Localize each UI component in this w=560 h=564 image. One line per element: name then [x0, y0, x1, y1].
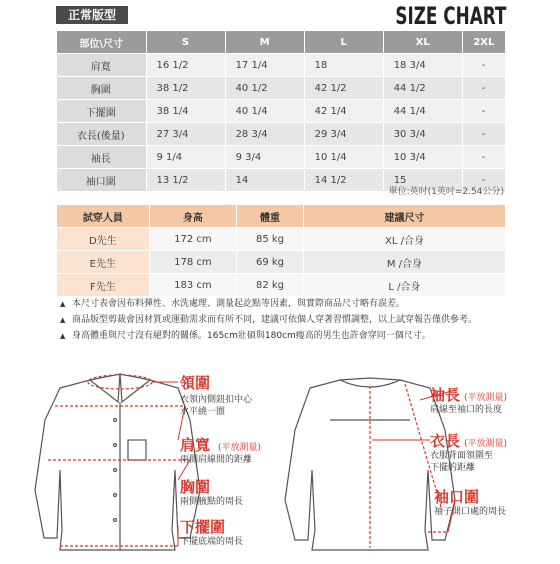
fit-col-header: 身高: [149, 205, 236, 228]
length-note: (平放測量): [464, 439, 508, 449]
fit-type-tag: 正常版型: [56, 6, 128, 24]
table-cell: 13 1/2: [146, 169, 225, 192]
note-item: [60, 314, 520, 327]
note-item: [60, 298, 520, 311]
table-cell: -: [462, 100, 505, 123]
sleeve-note: (平放測量): [464, 393, 508, 403]
size-table: [56, 30, 506, 192]
table-cell: 38 1/2: [146, 77, 225, 100]
shoulder-note: (平放測量): [218, 443, 262, 453]
note-text: 本尺寸表會因布料彈性、水洗處理、測量起訖點等因素，與實際商品尺寸略有誤差。: [72, 299, 406, 309]
table-cell: E先生: [57, 251, 150, 274]
size-col-header: 部位\尺寸: [57, 31, 147, 54]
table-row: [57, 54, 506, 77]
table-cell: F先生: [57, 274, 150, 297]
table-row: [57, 77, 506, 100]
table-cell: 40 1/2: [225, 77, 304, 100]
row-label: 下擺圍: [57, 100, 147, 123]
table-cell: 18 3/4: [383, 54, 462, 77]
size-col-header: S: [146, 31, 225, 54]
table-cell: 28 3/4: [225, 123, 304, 146]
table-cell: M /合身: [303, 251, 505, 274]
table-cell: 18: [304, 54, 383, 77]
table-cell: 17 1/4: [225, 54, 304, 77]
length-label: 衣長: [430, 432, 461, 450]
table-cell: 183 cm: [149, 274, 236, 297]
note-text: 身高體重與尺寸沒有絕對的關係。165cm壯碩與180cm瘦高的男生也許會穿同一個尺寸。: [72, 331, 431, 341]
chest-desc: 兩側腋點的周長: [180, 497, 244, 507]
table-cell: 40 1/4: [225, 100, 304, 123]
collar-desc: 衣領內側鈕扣中心 水平繞一圈: [180, 395, 253, 417]
table-cell: 27 3/4: [146, 123, 225, 146]
hem-label: 下擺圍: [180, 518, 226, 536]
table-cell: 44 1/2: [383, 77, 462, 100]
size-col-header: L: [304, 31, 383, 54]
bullet-icon: ▲: [60, 332, 66, 340]
table-cell: D先生: [57, 228, 150, 251]
table-row: [57, 100, 506, 123]
table-cell: -: [462, 77, 505, 100]
table-cell: 14: [225, 169, 304, 192]
fit-col-header: 體重: [237, 205, 304, 228]
fit-col-header: 建議尺寸: [303, 205, 505, 228]
bullet-icon: ▲: [60, 316, 66, 324]
page-title: SIZE CHART: [394, 2, 506, 30]
table-cell: 178 cm: [149, 251, 236, 274]
row-label: 袖口圍: [57, 169, 147, 192]
table-row: [57, 251, 506, 274]
table-cell: 29 3/4: [304, 123, 383, 146]
table-cell: -: [462, 54, 505, 77]
sleeve-desc: 肩線至袖口的長度: [430, 405, 503, 415]
size-col-header: M: [225, 31, 304, 54]
unit-note: 單位:英吋(1英吋=2.54公分): [388, 187, 504, 197]
table-cell: XL /合身: [303, 228, 505, 251]
table-cell: 172 cm: [149, 228, 236, 251]
table-row: [57, 228, 506, 251]
cuff-desc: 袖子開口處的周長: [434, 507, 507, 517]
table-cell: 14 1/2: [304, 169, 383, 192]
table-cell: 42 1/4: [304, 100, 383, 123]
front-shirt-icon: [35, 374, 200, 550]
table-cell: 16 1/2: [146, 54, 225, 77]
table-cell: 85 kg: [237, 228, 304, 251]
notes-list: [60, 298, 520, 346]
table-cell: 82 kg: [237, 274, 304, 297]
measurement-diagram: [0, 360, 560, 560]
sleeve-label: 袖長: [430, 386, 461, 404]
table-row: [57, 146, 506, 169]
fit-report-table: [56, 204, 506, 297]
hem-desc: 下擺底端的周長: [180, 537, 244, 547]
row-label: 袖長: [57, 146, 147, 169]
table-cell: 30 3/4: [383, 123, 462, 146]
table-cell: -: [462, 169, 505, 192]
note-text: 商品版型剪裁會因材質或運動需求而有所不同，建議可依個人穿著習慣調整，以上試穿報告僅供參考。: [72, 315, 478, 325]
table-cell: 10 3/4: [383, 146, 462, 169]
size-col-header: 2XL: [462, 31, 505, 54]
table-cell: 9 3/4: [225, 146, 304, 169]
row-label: 胸圍: [57, 77, 147, 100]
table-cell: L /合身: [303, 274, 505, 297]
table-cell: -: [462, 123, 505, 146]
front-measure-lines: [48, 375, 190, 546]
row-label: 肩寬: [57, 54, 147, 77]
fit-col-header: 試穿人員: [57, 205, 150, 228]
size-col-header: XL: [383, 31, 462, 54]
chest-label: 胸圍: [180, 478, 211, 496]
table-cell: 15: [383, 169, 462, 192]
table-cell: 42 1/2: [304, 77, 383, 100]
table-cell: 10 1/4: [304, 146, 383, 169]
note-item: [60, 330, 520, 343]
collar-label: 領圍: [180, 374, 211, 392]
length-desc: 衣服背面領圍至 下擺的距離: [430, 451, 494, 473]
table-cell: 38 1/4: [146, 100, 225, 123]
cuff-label: 袖口圍: [434, 488, 480, 506]
table-cell: 69 kg: [237, 251, 304, 274]
shoulder-label: 肩寬: [180, 436, 211, 454]
table-cell: -: [462, 146, 505, 169]
bullet-icon: ▲: [60, 300, 66, 308]
table-cell: 9 1/4: [146, 146, 225, 169]
table-cell: 44 1/4: [383, 100, 462, 123]
table-row: [57, 274, 506, 297]
row-label: 衣長(後量): [57, 123, 147, 146]
table-row: [57, 123, 506, 146]
shoulder-desc: 兩側肩線間的距離: [180, 455, 253, 465]
